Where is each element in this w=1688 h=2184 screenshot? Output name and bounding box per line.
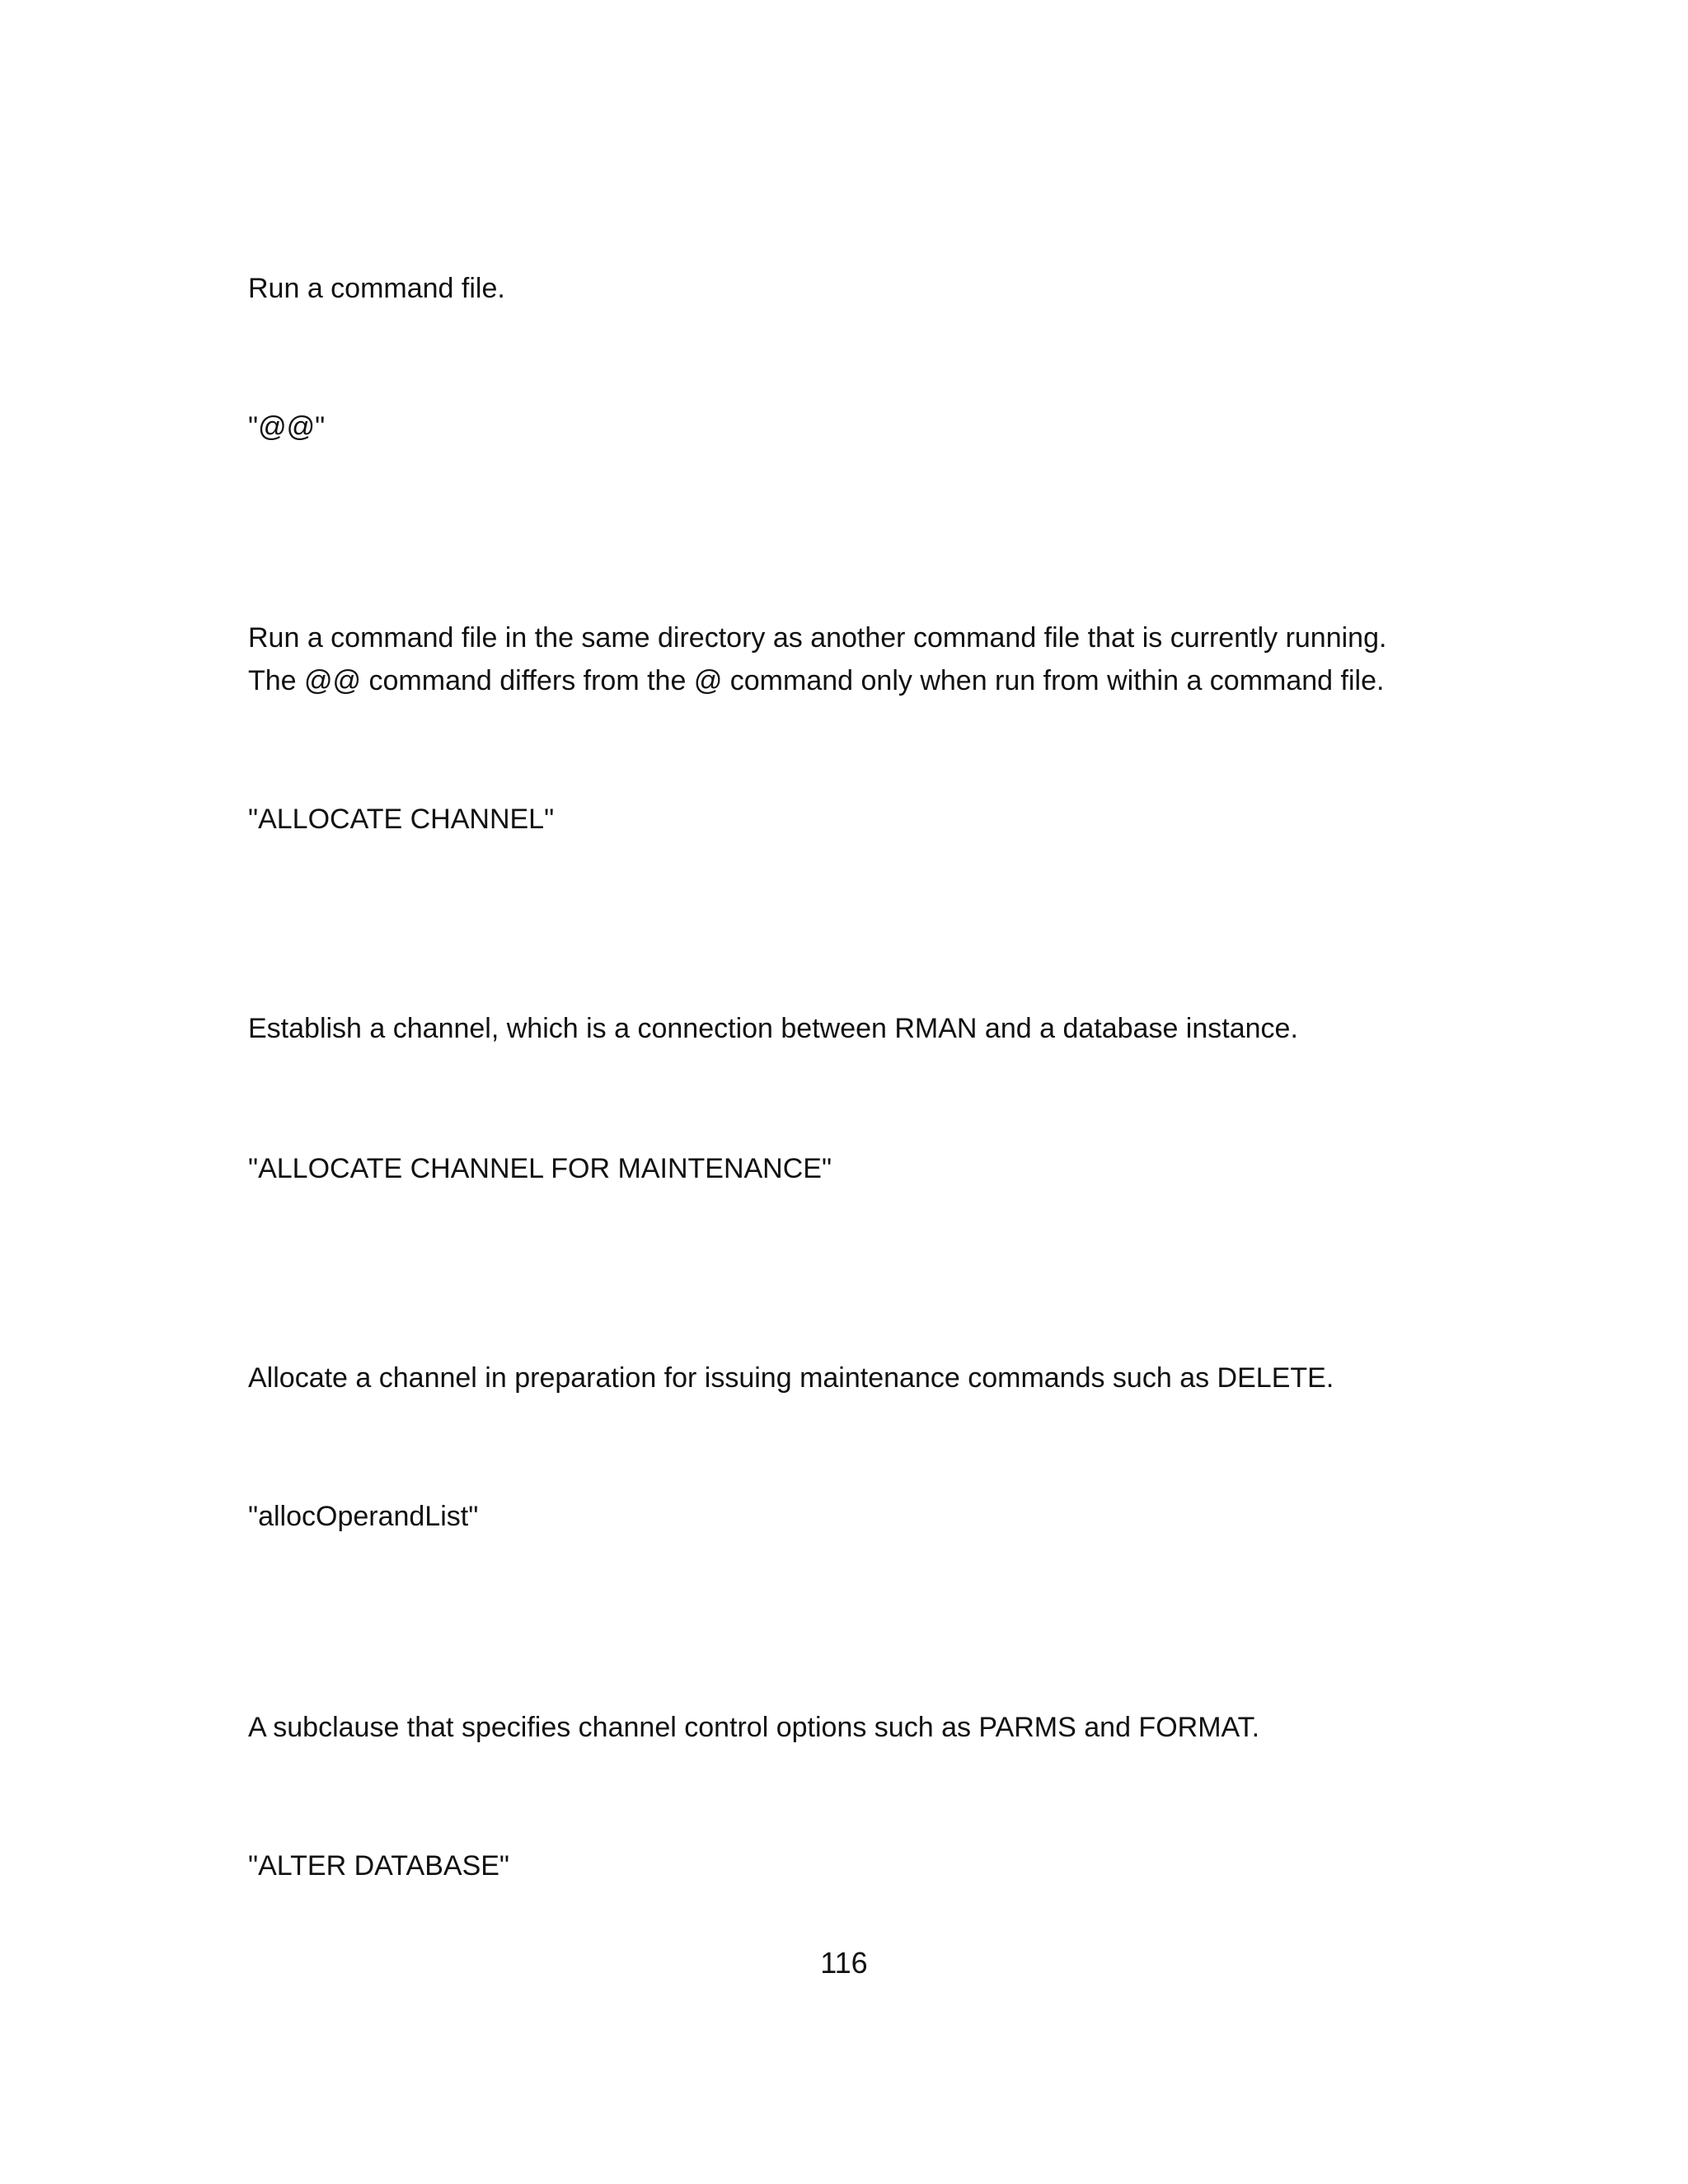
- description-alloc-operand-list: A subclause that specifies channel control options such as PARMS and FORMAT.: [248, 1712, 1260, 1743]
- command-heading-allocate-channel: "ALLOCATE CHANNEL": [248, 804, 555, 835]
- command-heading-alter-database: "ALTER DATABASE": [248, 1850, 509, 1882]
- page-number: 116: [820, 1946, 868, 1980]
- command-heading-allocate-channel-maintenance: "ALLOCATE CHANNEL FOR MAINTENANCE": [248, 1153, 832, 1184]
- command-heading-alloc-operand-list: "allocOperandList": [248, 1501, 479, 1532]
- command-heading-double-at: "@@": [248, 411, 326, 443]
- description-allocate-channel-maintenance: Allocate a channel in preparation for issuing maintenance commands such as DELETE.: [248, 1362, 1334, 1394]
- description-double-at-line-2: The @@ command differs from the @ command only when run from within a command file.: [248, 665, 1385, 696]
- description-run-command-file: Run a command file.: [248, 273, 505, 304]
- description-allocate-channel: Establish a channel, which is a connection between RMAN and a database instance.: [248, 1013, 1298, 1044]
- description-double-at-line-1: Run a command file in the same directory as another command file that is currently running.: [248, 622, 1387, 654]
